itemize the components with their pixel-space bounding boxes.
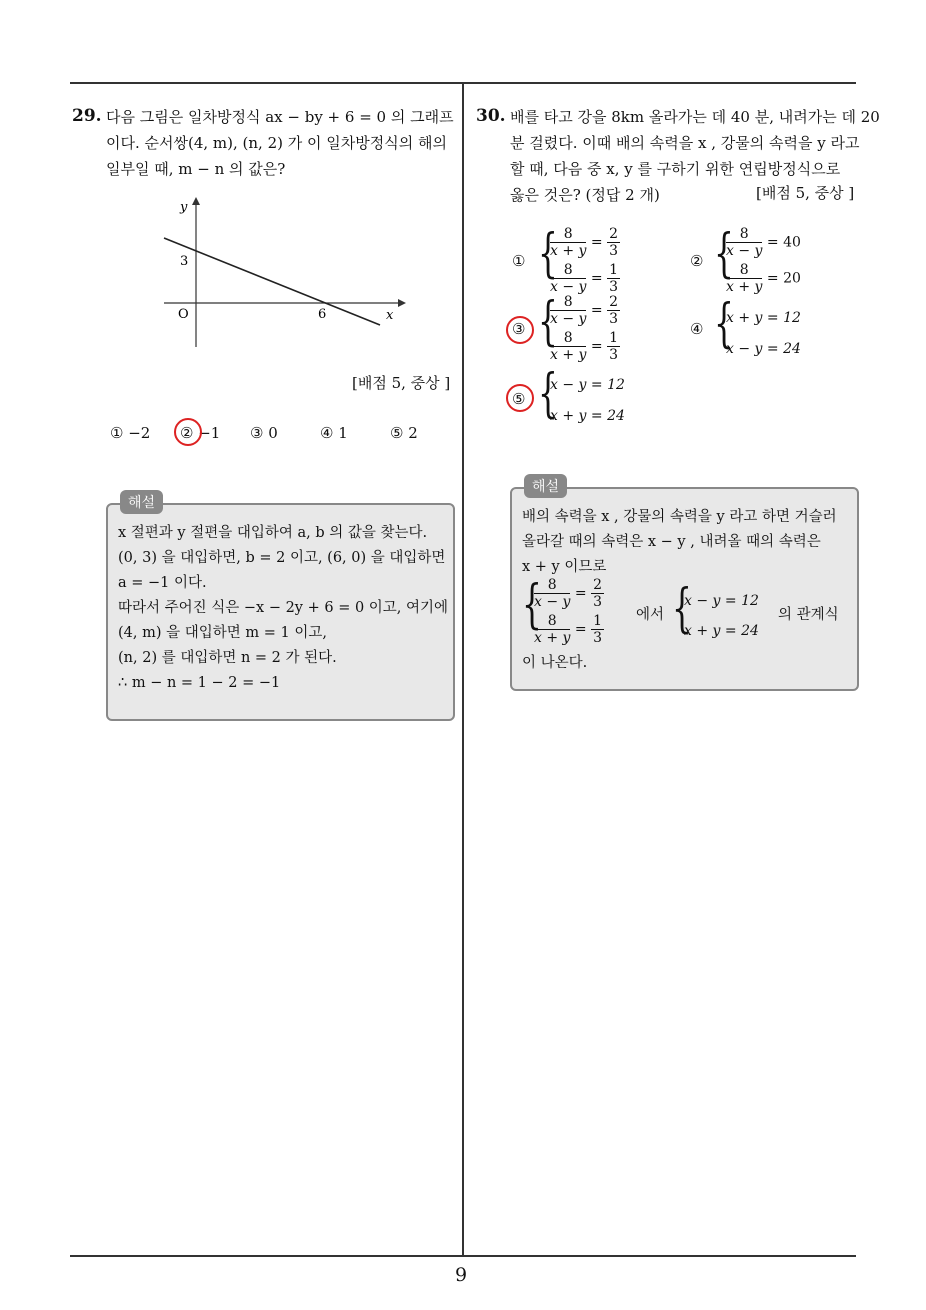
q30-choice-4-eq2: x − y = 24 xyxy=(726,341,801,357)
solution-line: x + y 이므로 xyxy=(522,559,607,575)
q30-score: [배점 5, 중상 ] xyxy=(756,184,855,202)
q29-number: 29. xyxy=(72,106,102,126)
q29-choice-2[interactable]: ② −1 xyxy=(180,424,221,442)
q30-choice-4-mark[interactable]: ④ xyxy=(690,320,704,338)
q30-line: 분 걸렸다. 이때 배의 속력을 x , 강물의 속력을 y 라고 xyxy=(510,134,860,152)
q30-choice-4-eq1: x + y = 12 xyxy=(726,310,801,326)
q30-choice-5-eq2: x + y = 24 xyxy=(550,408,625,424)
q29-score: [배점 5, 중상 ] xyxy=(352,374,451,392)
q30-choice-1-mark[interactable]: ① xyxy=(512,252,526,270)
solution-line: 배의 속력을 x , 강물의 속력을 y 라고 하면 거슬러 xyxy=(522,509,837,525)
brace: { xyxy=(714,224,734,284)
q29-line: 다음 그림은 일차방정식 ax − by + 6 = 0 의 그래프 xyxy=(106,108,454,126)
q30-choice-5-eq1: x − y = 12 xyxy=(550,377,625,393)
q30-solution-text xyxy=(522,505,837,580)
graph-y-label: y xyxy=(180,200,188,215)
page-number: 9 xyxy=(455,1264,468,1286)
solution-line: 따라서 주어진 식은 −x − 2y + 6 = 0 이고, 여기에 xyxy=(118,600,449,616)
q30-choice-1-eq1: $\frac{8}{x + y}$ = $\frac{2}{3}$ xyxy=(550,226,618,259)
brace: { xyxy=(672,579,692,639)
brace: { xyxy=(714,294,734,354)
q29-choice-3[interactable]: ③ 0 xyxy=(250,424,278,442)
brace: { xyxy=(538,364,558,424)
solution-sys-eq2: x + y = 24 xyxy=(684,623,759,639)
q29-solution-box xyxy=(106,503,455,721)
solution-sys-eq1: x − y = 12 xyxy=(684,593,759,609)
solution-line: 올라갈 때의 속력은 x − y , 내려올 때의 속력은 xyxy=(522,534,821,550)
q30-choice-3-eq2: $\frac{8}{x + y}$ = $\frac{1}{3}$ xyxy=(550,330,618,363)
q29-solution-text xyxy=(118,521,448,696)
brace: { xyxy=(538,292,558,352)
q30-line: 배를 타고 강을 8km 올라가는 데 40 분, 내려가는 데 20 xyxy=(510,108,880,126)
q29-answer-circle xyxy=(174,418,202,446)
q29-choice-4[interactable]: ④ 1 xyxy=(320,424,348,442)
q29-line: 일부일 때, m − n 의 값은? xyxy=(106,160,286,178)
solution-mid-text: 에서 xyxy=(636,607,665,623)
graph-x-label: x xyxy=(386,308,394,323)
graph-x-intercept-label: 6 xyxy=(318,307,327,322)
q30-solution-tag: 해설 xyxy=(524,474,567,498)
q29-text xyxy=(106,104,454,182)
solution-line: x 절편과 y 절편을 대입하여 a, b 의 값을 찾는다. xyxy=(118,525,428,541)
brace: { xyxy=(538,224,558,284)
q29-solution-tag: 해설 xyxy=(120,490,163,514)
q30-choice-1-eq2: $\frac{8}{x - y}$ = $\frac{1}{3}$ xyxy=(550,262,618,295)
brace: { xyxy=(522,575,542,635)
q29-line: 이다. 순서쌍(4, m), (n, 2) 가 이 일차방정식의 해의 xyxy=(106,134,447,152)
solution-line: a = −1 이다. xyxy=(118,575,207,591)
solution-line: (4, m) 을 대입하면 m = 1 이고, xyxy=(118,625,327,641)
graph-origin-label: O xyxy=(178,307,189,322)
q30-number: 30. xyxy=(476,106,506,126)
solution-line: (n, 2) 를 대입하면 n = 2 가 된다. xyxy=(118,650,337,666)
q29-choice-1[interactable]: ① −2 xyxy=(110,424,151,442)
q30-choice-2-eq2: $\frac{8}{x + y}$ = 20 xyxy=(726,262,801,295)
q30-choice-2-eq1: $\frac{8}{x - y}$ = 40 xyxy=(726,226,801,259)
solution-eq2: $\frac{8}{x + y}$ = $\frac{1}{3}$ xyxy=(534,613,602,646)
q30-choice-3-eq1: $\frac{8}{x - y}$ = $\frac{2}{3}$ xyxy=(550,294,618,327)
q29-choice-5[interactable]: ⑤ 2 xyxy=(390,424,418,442)
q30-choice-5-mark[interactable]: ⑤ xyxy=(512,390,526,408)
solution-eq1: $\frac{8}{x - y}$ = $\frac{2}{3}$ xyxy=(534,577,602,610)
bottom-rule xyxy=(70,1255,856,1257)
column-divider xyxy=(462,82,464,1256)
q30-answer-circle-5 xyxy=(506,384,534,412)
q30-answer-circle-3 xyxy=(506,316,534,344)
solution-rel-text: 의 관계식 xyxy=(778,607,839,623)
q30-choice-2-mark[interactable]: ② xyxy=(690,252,704,270)
solution-end-text: 이 나온다. xyxy=(522,655,588,671)
q29-graph xyxy=(150,195,410,355)
solution-line: (0, 3) 을 대입하면, b = 2 이고, (6, 0) 을 대입하면 xyxy=(118,550,446,566)
q30-line: 할 때, 다음 중 x, y 를 구하기 위한 연립방정식으로 xyxy=(510,160,841,178)
q30-choice-3-mark[interactable]: ③ xyxy=(512,320,526,338)
q30-line: 옳은 것은? (정답 2 개) xyxy=(510,186,660,204)
q30-solution-box xyxy=(510,487,859,691)
solution-line: ∴ m − n = 1 − 2 = −1 xyxy=(118,675,281,691)
graph-y-intercept-label: 3 xyxy=(180,254,189,269)
